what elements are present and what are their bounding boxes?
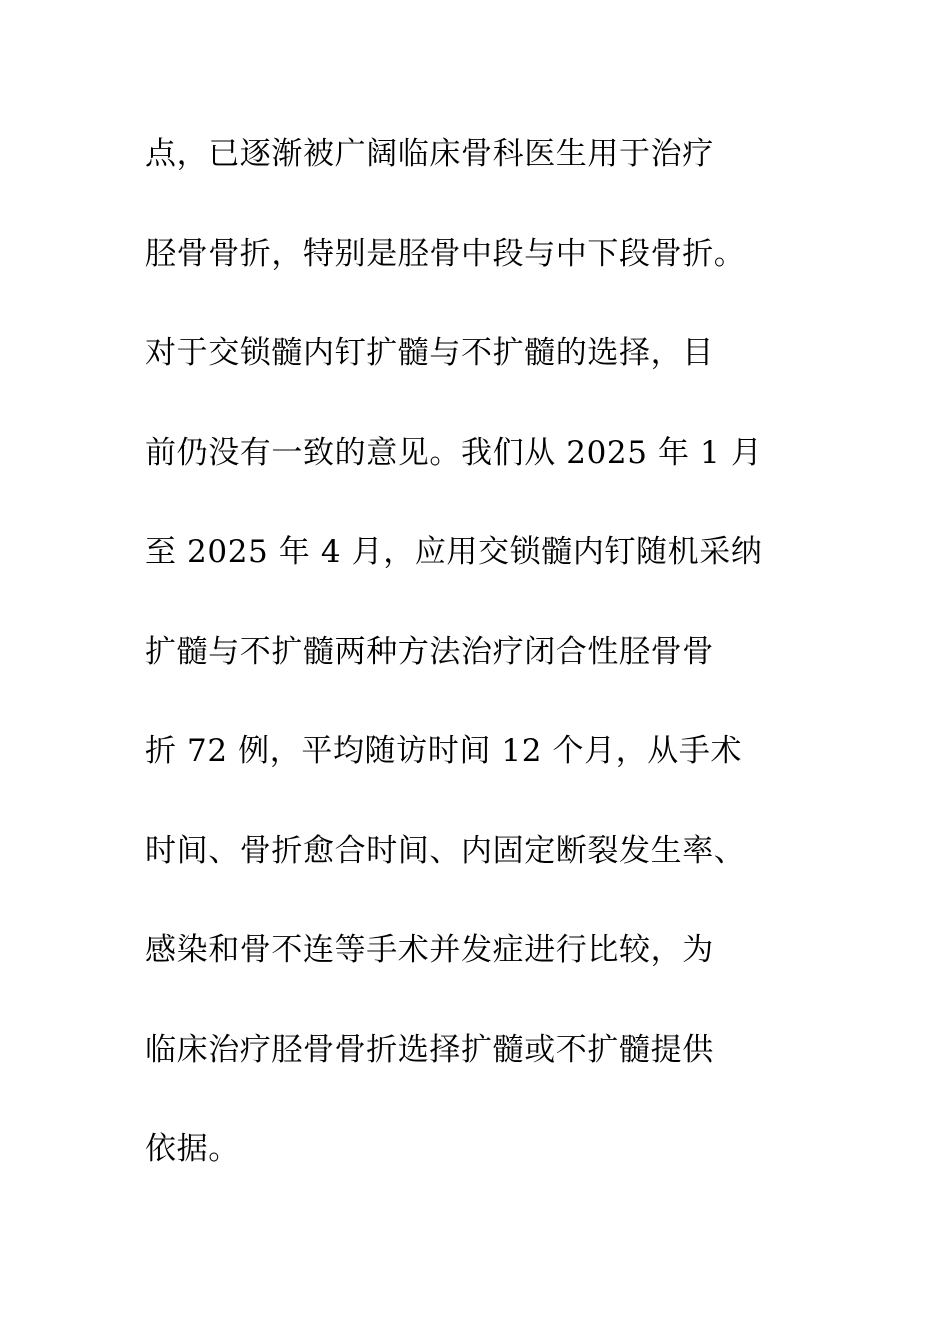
- paragraph-line: 扩髓与不扩髓两种方法治疗闭合性胫骨骨: [145, 633, 714, 670]
- paragraph-line: 点，已逐渐被广阔临床骨科医生用于治疗: [145, 136, 714, 172]
- paragraph-line: 胫骨骨折，特别是胫骨中段与中下段骨折。: [145, 235, 746, 272]
- paragraph-line: 时间、骨折愈合时间、内固定断裂发生率、: [145, 832, 746, 869]
- paragraph-line: 临床治疗胫骨骨折选择扩髓或不扩髓提供: [145, 1031, 714, 1068]
- paragraph-line: 折 72 例，平均随访时间 12 个月，从手术: [145, 733, 743, 769]
- paragraph-line: 前仍没有一致的意见。我们从 2025 年 1 月: [145, 434, 763, 471]
- paragraph-line: 依据。: [145, 1131, 240, 1167]
- paragraph-line: 对于交锁髓内钉扩髓与不扩髓的选择，目: [145, 335, 714, 371]
- paragraph-line: 至 2025 年 4 月，应用交锁髓内钉随机采纳: [145, 534, 763, 570]
- paragraph-line: 感染和骨不连等手术并发症进行比较，为: [145, 932, 714, 968]
- body-paragraph: [145, 124, 825, 1219]
